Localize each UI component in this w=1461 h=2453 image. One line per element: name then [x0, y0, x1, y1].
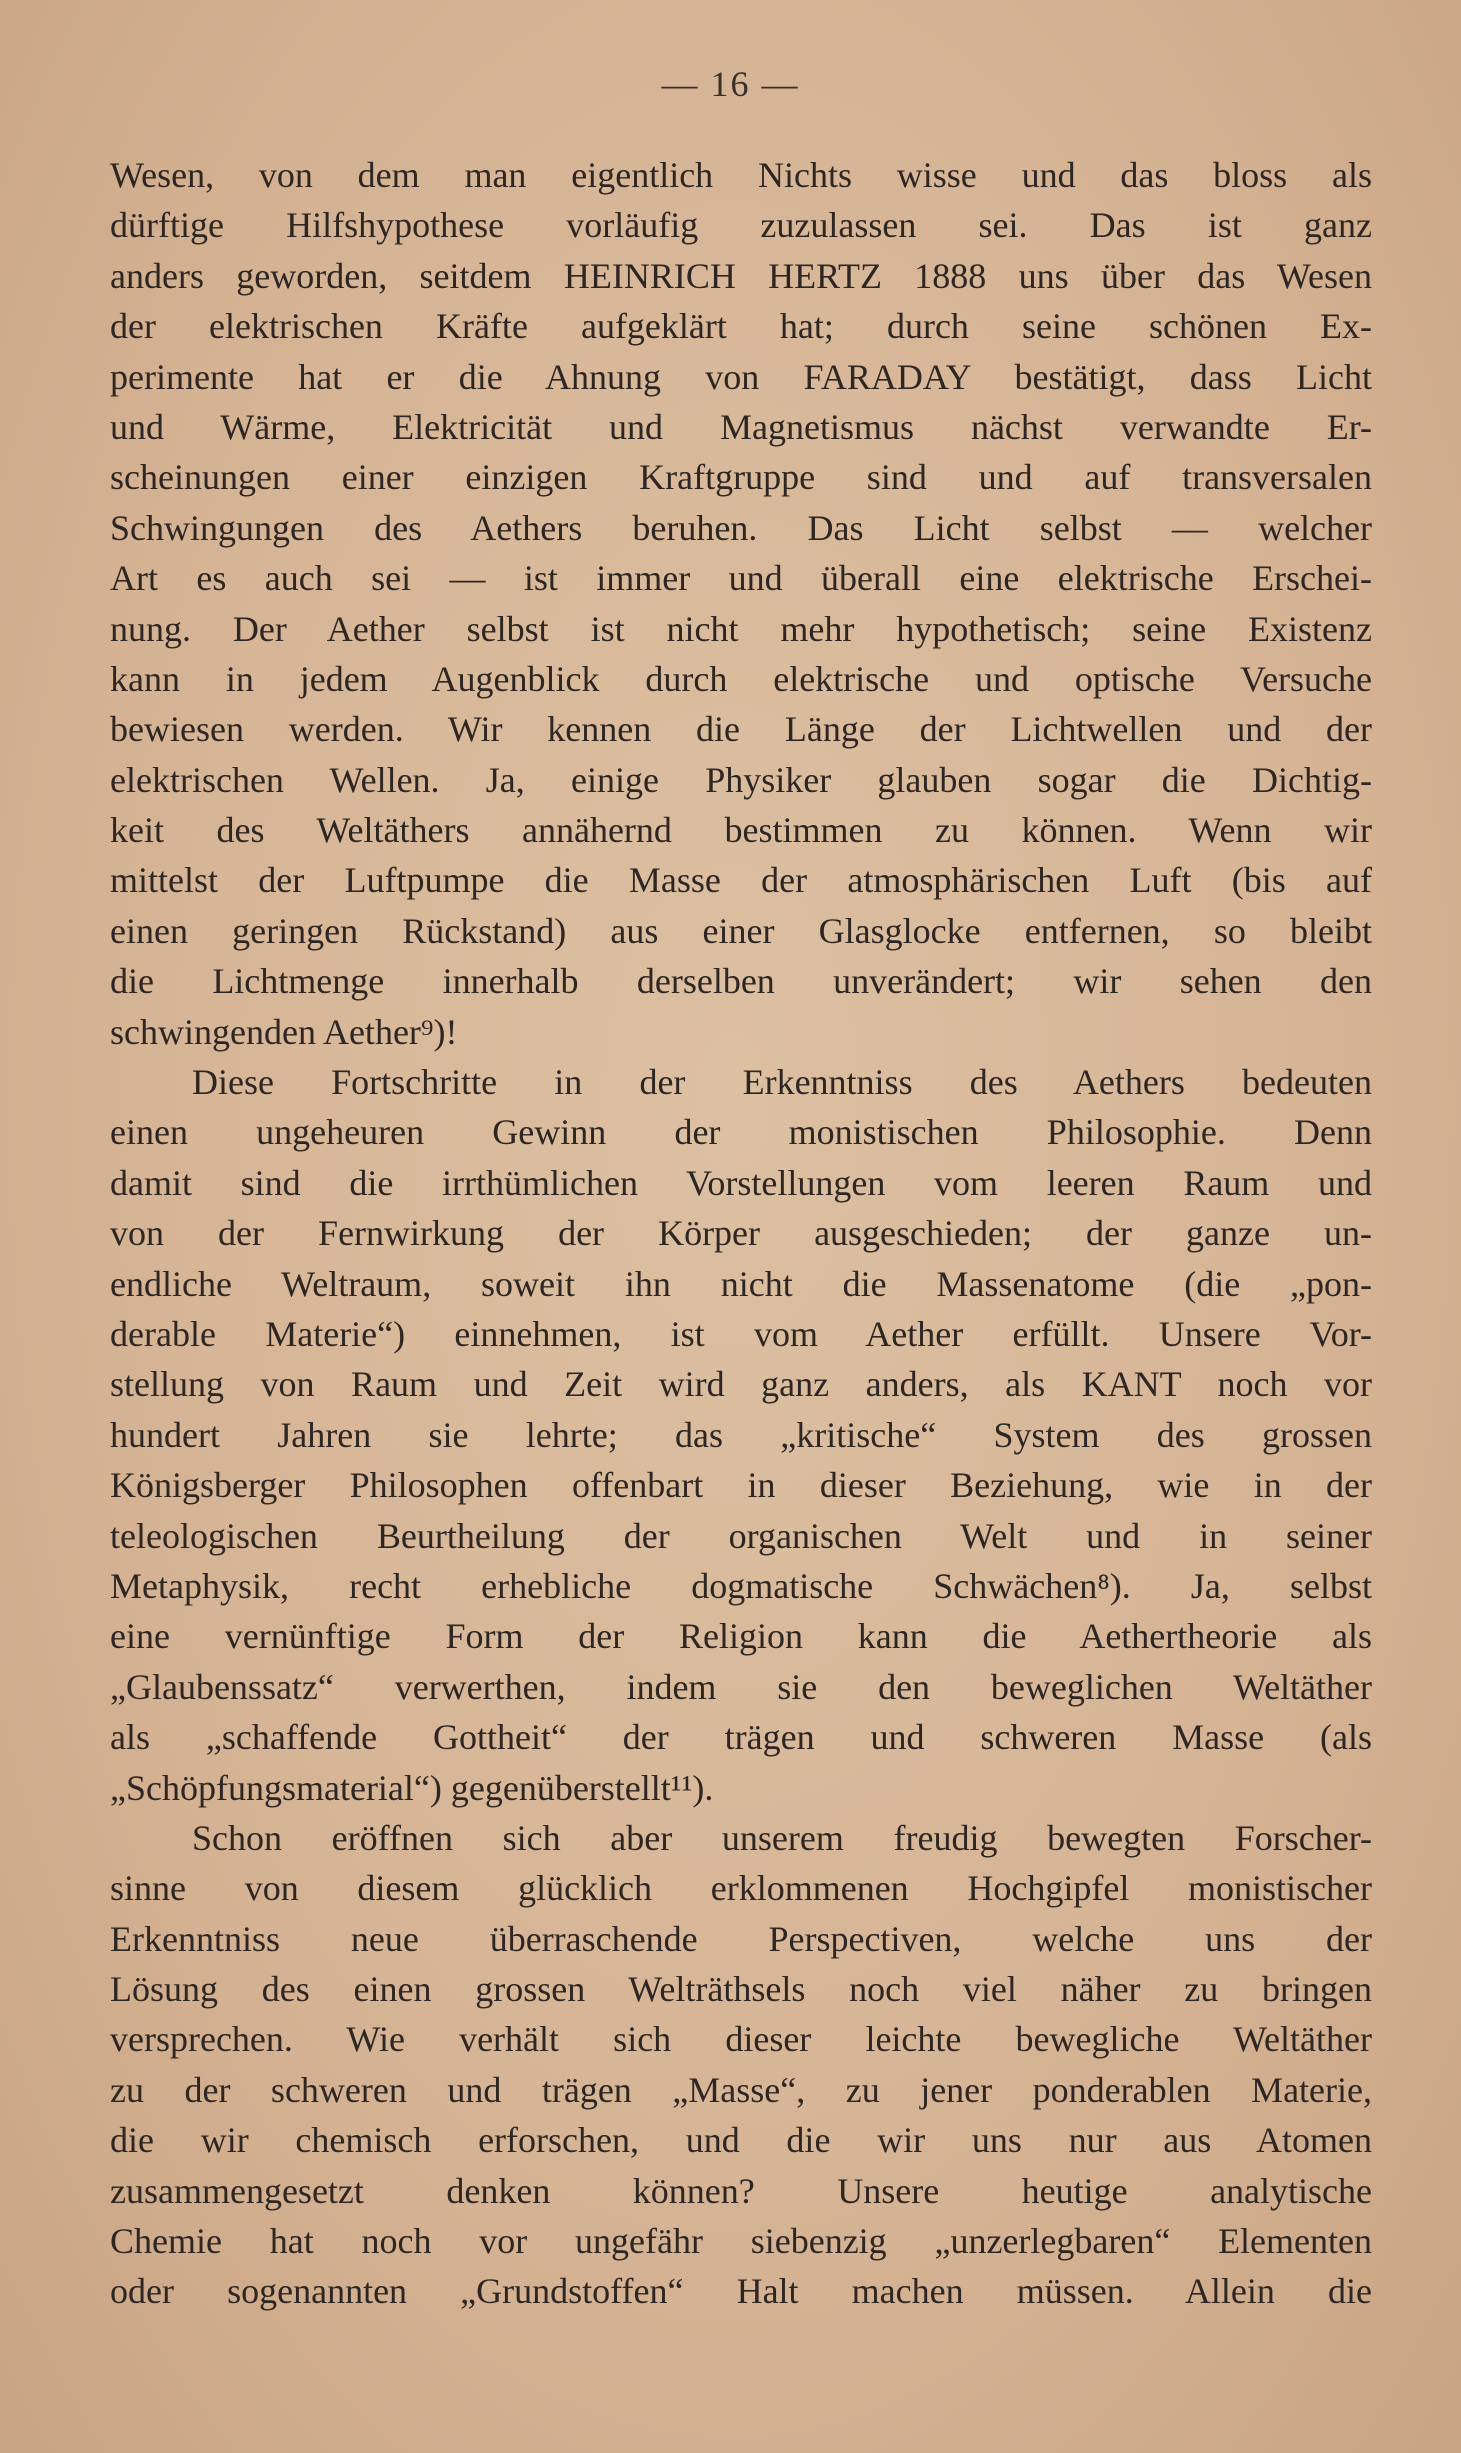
- text-line: Chemie hat noch vor ungefähr siebenzig „unzerlegbaren“ Elementen: [110, 2221, 1372, 2262]
- text-line: endliche Weltraum, soweit ihn nicht die Massenatome (die „pon-: [110, 1263, 1372, 1304]
- text-line: nung. Der Aether selbst ist nicht mehr hypothetisch; seine Existenz: [110, 608, 1372, 649]
- text-line: damit sind die irrthümlichen Vorstellungen vom leeren Raum und: [110, 1162, 1372, 1203]
- text-line: stellung von Raum und Zeit wird ganz anders, als KANT noch vor: [110, 1364, 1372, 1405]
- text-line: derable Materie“) einnehmen, ist vom Aether erfüllt. Unsere Vor-: [110, 1313, 1372, 1354]
- text-line: perimente hat er die Ahnung von FARADAY bestätigt, dass Licht: [110, 356, 1372, 397]
- text-line: teleologischen Beurtheilung der organischen Welt und in seiner: [110, 1515, 1372, 1556]
- text-line: Schwingungen des Aethers beruhen. Das Licht selbst — welcher: [110, 507, 1372, 548]
- text-line: hundert Jahren sie lehrte; das „kritische“ System des grossen: [110, 1414, 1372, 1455]
- text-line: scheinungen einer einzigen Kraftgruppe sind und auf transversalen: [110, 457, 1372, 498]
- text-line: schwingenden Aether⁹)!: [110, 1011, 458, 1052]
- text-line: mittelst der Luftpumpe die Masse der atmosphärischen Luft (bis auf: [110, 860, 1372, 901]
- text-line: elektrischen Wellen. Ja, einige Physiker glauben sogar die Dichtig-: [110, 759, 1372, 800]
- text-line: „Glaubenssatz“ verwerthen, indem sie den beweglichen Weltäther: [110, 1666, 1372, 1707]
- text-line: oder sogenannten „Grundstoffen“ Halt machen müssen. Allein die: [110, 2271, 1372, 2312]
- text-line: versprechen. Wie verhält sich dieser leichte bewegliche Weltäther: [110, 2019, 1372, 2060]
- paragraph-start-line: Schon eröffnen sich aber unserem freudig bewegten Forscher-: [192, 1817, 1372, 1858]
- text-line: Wesen, von dem man eigentlich Nichts wisse und das bloss als: [110, 155, 1372, 195]
- text-line: und Wärme, Elektricität und Magnetismus nächst verwandte Er-: [110, 406, 1372, 447]
- text-line: von der Fernwirkung der Körper ausgeschieden; der ganze un-: [110, 1213, 1372, 1254]
- text-line: einen ungeheuren Gewinn der monistischen Philosophie. Denn: [110, 1112, 1372, 1153]
- text-line: einen geringen Rückstand) aus einer Glasglocke entfernen, so bleibt: [110, 910, 1372, 951]
- text-line: Erkenntniss neue überraschende Perspectiven, welche uns der: [110, 1918, 1372, 1959]
- text-line: der elektrischen Kräfte aufgeklärt hat; durch seine schönen Ex-: [110, 306, 1372, 347]
- text-line: keit des Weltäthers annähernd bestimmen zu können. Wenn wir: [110, 810, 1372, 851]
- text-line: eine vernünftige Form der Religion kann die Aethertheorie als: [110, 1616, 1372, 1657]
- text-line: sinne von diesem glücklich erklommenen Hochgipfel monistischer: [110, 1868, 1372, 1909]
- text-line: „Schöpfungsmaterial“) gegenüberstellt¹¹).: [110, 1767, 714, 1808]
- text-line: Metaphysik, recht erhebliche dogmatische Schwächen⁸). Ja, selbst: [110, 1565, 1372, 1606]
- text-line: Art es auch sei — ist immer und überall eine elektrische Erschei-: [110, 558, 1372, 599]
- body-text: [110, 150, 1372, 2317]
- text-line: anders geworden, seitdem HEINRICH HERTZ 1888 uns über das Wesen: [110, 255, 1372, 296]
- text-line: bewiesen werden. Wir kennen die Länge der Lichtwellen und der: [110, 709, 1372, 750]
- text-line: zusammengesetzt denken können? Unsere heutige analytische: [110, 2170, 1372, 2211]
- text-line: kann in jedem Augenblick durch elektrische und optische Versuche: [110, 658, 1372, 699]
- text-line: dürftige Hilfshypothese vorläufig zuzulassen sei. Das ist ganz: [110, 205, 1372, 246]
- text-line: die Lichtmenge innerhalb derselben unverändert; wir sehen den: [110, 961, 1372, 1002]
- text-line: als „schaffende Gottheit“ der trägen und schweren Masse (als: [110, 1717, 1372, 1758]
- text-line: Lösung des einen grossen Welträthsels noch viel näher zu bringen: [110, 1969, 1372, 2010]
- paragraph-start-line: Diese Fortschritte in der Erkenntniss des Aethers bedeuten: [192, 1062, 1372, 1103]
- text-line: Königsberger Philosophen offenbart in dieser Beziehung, wie in der: [110, 1465, 1372, 1506]
- page-number: — 16 —: [661, 64, 800, 104]
- text-line: zu der schweren und trägen „Masse“, zu jener ponderablen Materie,: [110, 2069, 1372, 2110]
- text-line: die wir chemisch erforschen, und die wir uns nur aus Atomen: [110, 2120, 1372, 2161]
